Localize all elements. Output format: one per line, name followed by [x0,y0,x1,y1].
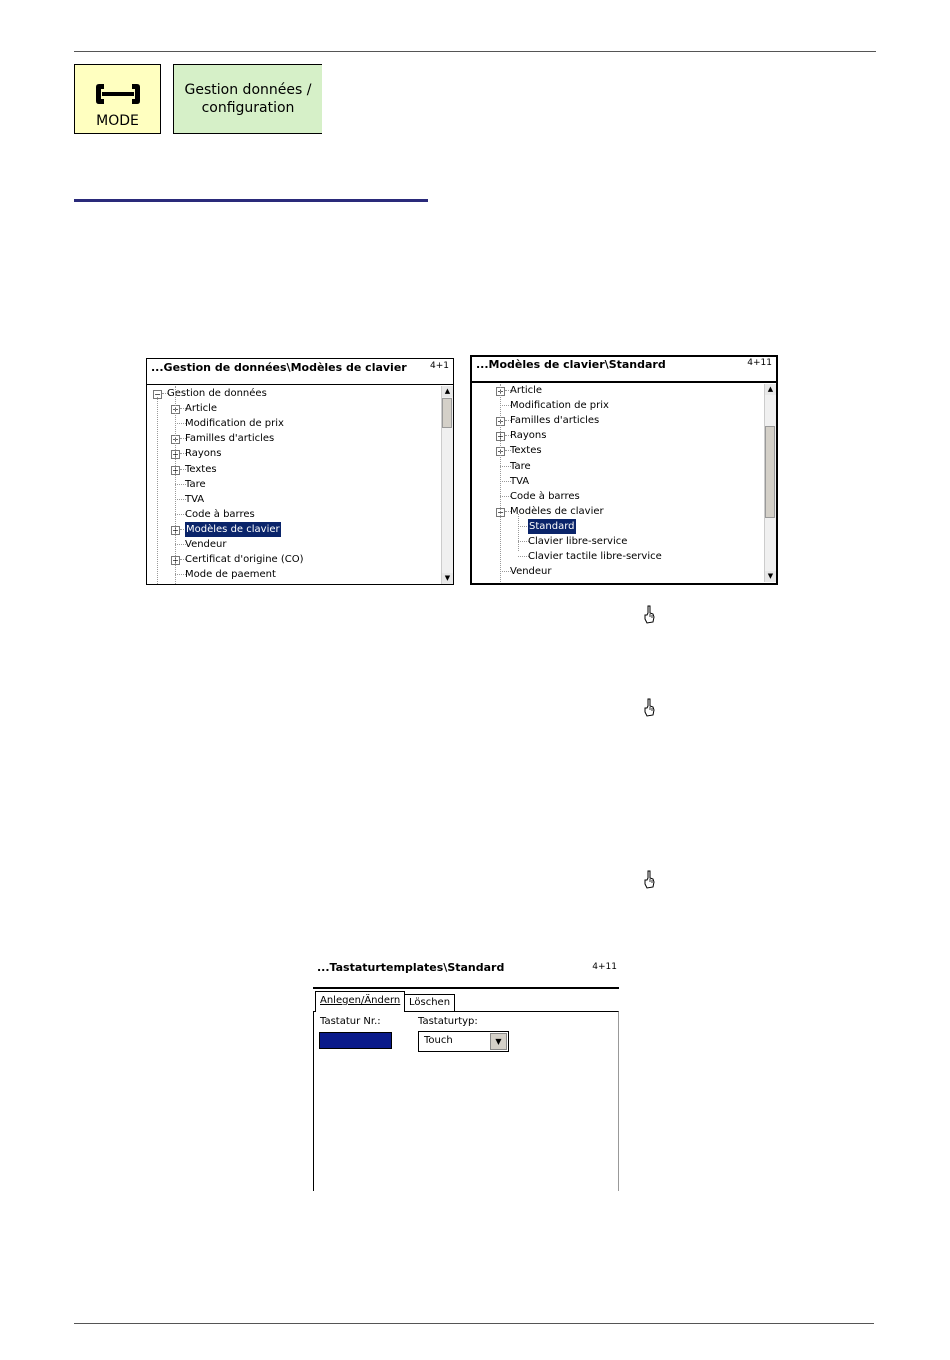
tree-panel-left [146,358,454,585]
tree-item-label: Tare [510,460,531,472]
tree-item-label: Modification de prix [185,418,284,430]
expand-plus-icon[interactable]: + [172,465,179,475]
expand-plus-icon[interactable]: + [172,435,179,445]
tree-item-label: Textes [510,445,542,457]
panel-left-title: ...Gestion de données\Modèles de clavier [151,361,407,374]
keyboard-nr-label: Tastatur Nr.: [320,1016,381,1027]
expand-plus-icon[interactable]: + [497,447,504,457]
tree-item-label: TVA [185,493,205,505]
tree-item-label: Familles d'articles [185,433,275,445]
expand-plus-icon[interactable]: + [172,450,179,460]
keyboard-type-label: Tastaturtyp: [418,1016,478,1027]
gestion-label-line2: configuration [201,100,295,116]
tree-item-label: Standard [529,520,575,532]
scroll-thumb[interactable] [442,398,452,428]
tree-item-label: Code à barres [185,508,255,520]
tree-item-label: Clavier tactile libre-service [528,551,662,563]
wrench-icon [95,83,141,105]
pointing-hand-icon [642,698,656,718]
scroll-thumb[interactable] [765,426,775,518]
tree-item-label: Rayons [185,448,222,460]
tree-item-label: Mode de paement [185,569,276,581]
tree-item-label: Article [510,385,543,396]
top-rule [74,51,876,52]
expand-plus-icon[interactable]: + [497,432,504,442]
keyboard-type-select[interactable] [418,1031,509,1052]
scrollbar-right[interactable] [764,384,776,582]
tree-item-label: Rayons [510,430,547,442]
tree-item-label: Familles d'articles [510,415,600,427]
tree-item-label: Modèles de clavier [186,523,280,535]
gestion-label-line1: Gestion données / [184,82,312,98]
tree-view-left[interactable] [147,386,441,584]
panel-right-title: ...Modèles de clavier\Standard [476,358,666,371]
tree-panel-right [470,355,778,585]
panel-left-code: 4+1 [430,361,449,371]
expand-plus-icon[interactable]: + [172,405,179,415]
scrollbar-left[interactable] [441,386,453,584]
expand-plus-icon[interactable]: + [172,556,179,566]
window-code: 4+11 [592,962,617,972]
tree-item-label: Tare [185,478,206,490]
collapse-minus-icon[interactable]: − [154,390,161,399]
gestion-donnees-button[interactable] [173,64,322,134]
expand-plus-icon[interactable]: + [172,525,179,535]
keyboard-template-window [313,957,619,1191]
expand-plus-icon[interactable]: + [497,417,504,427]
collapse-minus-icon[interactable]: − [497,507,504,517]
tree-item-label: Code à barres [510,490,580,502]
keyboard-nr-input[interactable] [319,1032,392,1049]
tab-label: Anlegen/Ändern [320,995,401,1006]
tree-item-label: Vendeur [510,566,552,578]
window-title: ...Tastaturtemplates\Standard [317,961,505,974]
tree-item-label: Article [185,403,218,415]
tree-view-right[interactable] [472,384,764,582]
tree-item-label: Modification de prix [510,400,609,412]
tab-anlegen-aendern[interactable] [315,991,405,1012]
pointing-hand-icon [642,870,656,890]
panel-right-code: 4+11 [747,358,772,368]
tree-item-label: Textes [185,463,217,475]
keyboard-type-value: Touch [424,1035,453,1046]
section-rule [74,199,428,202]
mode-button[interactable] [74,64,161,134]
scroll-down-icon[interactable]: ▼ [442,573,453,584]
chevron-down-icon[interactable]: ▼ [490,1033,507,1050]
bottom-rule [74,1323,874,1324]
tree-item-label: Certificat d'origine (CO) [185,554,304,566]
tree-item-label: TVA [510,475,530,487]
mode-label: MODE [96,113,139,129]
scroll-up-icon[interactable]: ▲ [442,386,453,397]
tree-item-label: Gestion de données [167,388,267,399]
tree-item-label: Clavier libre-service [528,536,628,547]
expand-plus-icon[interactable]: + [497,387,504,396]
scroll-down-icon[interactable]: ▼ [765,571,776,582]
pointing-hand-icon [642,605,656,625]
scroll-up-icon[interactable]: ▲ [765,384,776,395]
tab-loeschen[interactable] [404,994,455,1011]
tree-item-label: Vendeur [185,539,227,550]
tree-item-label: Modèles de clavier [510,505,604,517]
tab-label: Löschen [409,997,451,1008]
